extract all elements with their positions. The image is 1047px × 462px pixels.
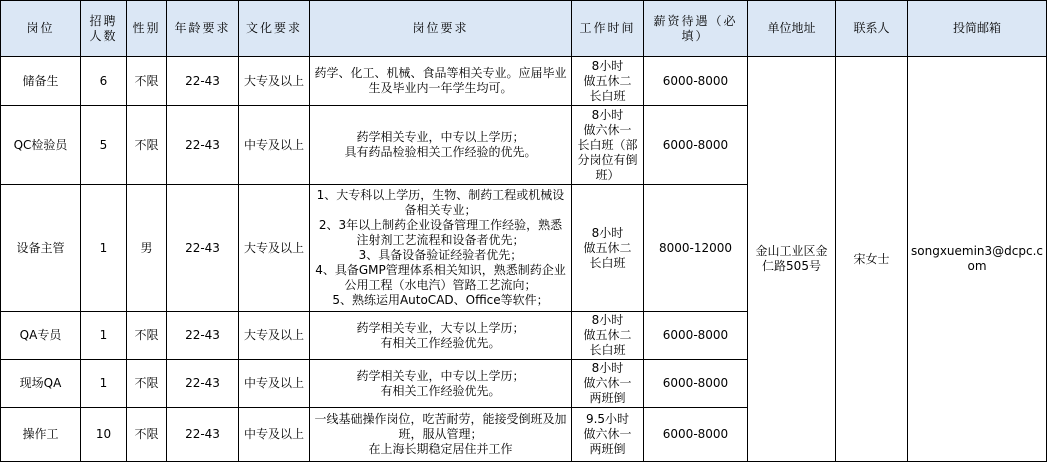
cell-contact: 宋女士: [836, 57, 908, 462]
cell-age: 22-43: [167, 360, 239, 408]
cell-salary: 6000-8000: [644, 312, 748, 360]
cell-hours: [572, 185, 644, 312]
hours-line: 做六休一: [583, 122, 632, 137]
requirement-line: 在上海长期稳定居住并工作: [368, 442, 513, 456]
cell-gender: 男: [127, 185, 167, 312]
requirement-line: 有相关工作经验优先。: [380, 335, 501, 350]
cell-count: 1: [81, 312, 127, 360]
cell-count: 1: [81, 185, 127, 312]
cell-salary: 6000-8000: [644, 408, 748, 462]
header-education: 文化要求: [239, 1, 310, 57]
cell-email: songxuemin3@dcpc.com: [908, 57, 1047, 462]
cell-requirements: [310, 312, 572, 360]
table-header-row: [1, 1, 1047, 57]
cell-position: 操作工: [1, 408, 81, 462]
cell-requirements: [310, 360, 572, 408]
header-count: 招聘人数: [81, 1, 127, 57]
header-gender: 性别: [127, 1, 167, 57]
requirement-line: 药学相关专业，大专以上学历；: [356, 320, 525, 335]
hours-line: 做六休一: [583, 427, 632, 441]
cell-position: 现场QA: [1, 360, 81, 408]
cell-salary: 6000-8000: [644, 57, 748, 106]
cell-age: 22-43: [167, 57, 239, 106]
requirement-line: 1、大专科以上学历，生物、制药工程或机械设备相关专业；: [316, 188, 565, 217]
cell-requirements: [310, 106, 572, 185]
cell-position: 设备主管: [1, 185, 81, 312]
cell-hours: [572, 408, 644, 462]
cell-gender: 不限: [127, 57, 167, 106]
cell-count: 1: [81, 360, 127, 408]
cell-requirements: [310, 185, 572, 312]
hours-line: 两班倒: [589, 442, 626, 456]
header-address: 单位地址: [748, 1, 836, 57]
header-hours: 工作时间: [572, 1, 644, 57]
header-requirements: 岗位要求: [310, 1, 572, 57]
requirement-line: 2、3年以上制药企业设备管理工作经验，熟悉注射剂工艺流程和设备者优先；: [318, 218, 563, 247]
cell-education: 大专及以上: [239, 57, 310, 106]
cell-age: 22-43: [167, 106, 239, 185]
hours-line: 8小时: [591, 225, 624, 240]
header-contact: 联系人: [836, 1, 908, 57]
cell-education: 大专及以上: [239, 185, 310, 312]
cell-hours: [572, 312, 644, 360]
table-row: [1, 57, 1047, 106]
cell-salary: 6000-8000: [644, 360, 748, 408]
requirement-line: 药学相关专业，中专以上学历；: [356, 368, 525, 383]
cell-gender: 不限: [127, 106, 167, 185]
requirement-line: 药学相关专业，中专以上学历；: [356, 130, 525, 144]
requirement-line: 5、熟练运用AutoCAD、Office等软件；: [332, 293, 549, 307]
header-email: 投简邮箱: [908, 1, 1047, 57]
hours-line: 8小时: [591, 361, 624, 375]
hours-line: 8小时: [591, 107, 624, 122]
hours-line: 做六休一: [583, 376, 632, 390]
header-age: 年龄要求: [167, 1, 239, 57]
requirement-line: 药学、化工、机械、食品等相关专业。应届毕业生及毕业内一年学生均可。: [314, 66, 567, 95]
cell-age: 22-43: [167, 185, 239, 312]
requirement-line: 有相关工作经验优先。: [380, 383, 501, 398]
requirement-line: 具有药品检验相关工作经验的优先。: [344, 145, 537, 159]
cell-gender: 不限: [127, 408, 167, 462]
cell-salary: 8000-12000: [644, 185, 748, 312]
requirement-line: 3、具备设备验证经验者优先；: [358, 248, 523, 262]
cell-requirements: [310, 408, 572, 462]
requirement-line: 4、具备GMP管理体系相关知识，熟悉制药企业公用工程（水电汽）管路工艺流向；: [315, 263, 566, 292]
cell-education: 中专及以上: [239, 106, 310, 185]
hours-line: 做五休二: [583, 73, 632, 88]
cell-hours: [572, 106, 644, 185]
cell-gender: 不限: [127, 312, 167, 360]
cell-education: 中专及以上: [239, 408, 310, 462]
cell-position: QC检验员: [1, 106, 81, 185]
hours-line: 9.5小时: [585, 412, 630, 426]
cell-address: 金山工业区金仁路505号: [748, 57, 836, 462]
header-salary: 薪资待遇（必填）: [644, 1, 748, 57]
cell-salary: 6000-8000: [644, 106, 748, 185]
cell-count: 6: [81, 57, 127, 106]
hours-line: 做五休二: [583, 328, 632, 342]
hours-line: 8小时: [591, 313, 624, 327]
cell-requirements: [310, 57, 572, 106]
cell-age: 22-43: [167, 312, 239, 360]
cell-education: 大专及以上: [239, 312, 310, 360]
cell-gender: 不限: [127, 360, 167, 408]
cell-position: QA专员: [1, 312, 81, 360]
hours-line: 8小时: [591, 58, 624, 73]
hours-line: 做五休二: [583, 240, 632, 255]
cell-hours: [572, 57, 644, 106]
hours-line: 班）: [595, 167, 620, 182]
requirement-line: 一线基础操作岗位，吃苦耐劳，能接受倒班及加班，服从管理；: [314, 412, 567, 441]
header-position: 岗位: [1, 1, 81, 57]
hours-line: 长白班: [589, 88, 626, 103]
hours-line: 长白班: [589, 255, 626, 270]
cell-hours: [572, 360, 644, 408]
cell-education: 中专及以上: [239, 360, 310, 408]
hours-line: 分岗位有倒: [577, 152, 638, 167]
cell-age: 22-43: [167, 408, 239, 462]
cell-count: 5: [81, 106, 127, 185]
hours-line: 长白班（部: [577, 137, 638, 152]
cell-count: 10: [81, 408, 127, 462]
hours-line: 长白班: [589, 343, 626, 357]
hours-line: 两班倒: [589, 391, 626, 405]
cell-position: 储备生: [1, 57, 81, 106]
